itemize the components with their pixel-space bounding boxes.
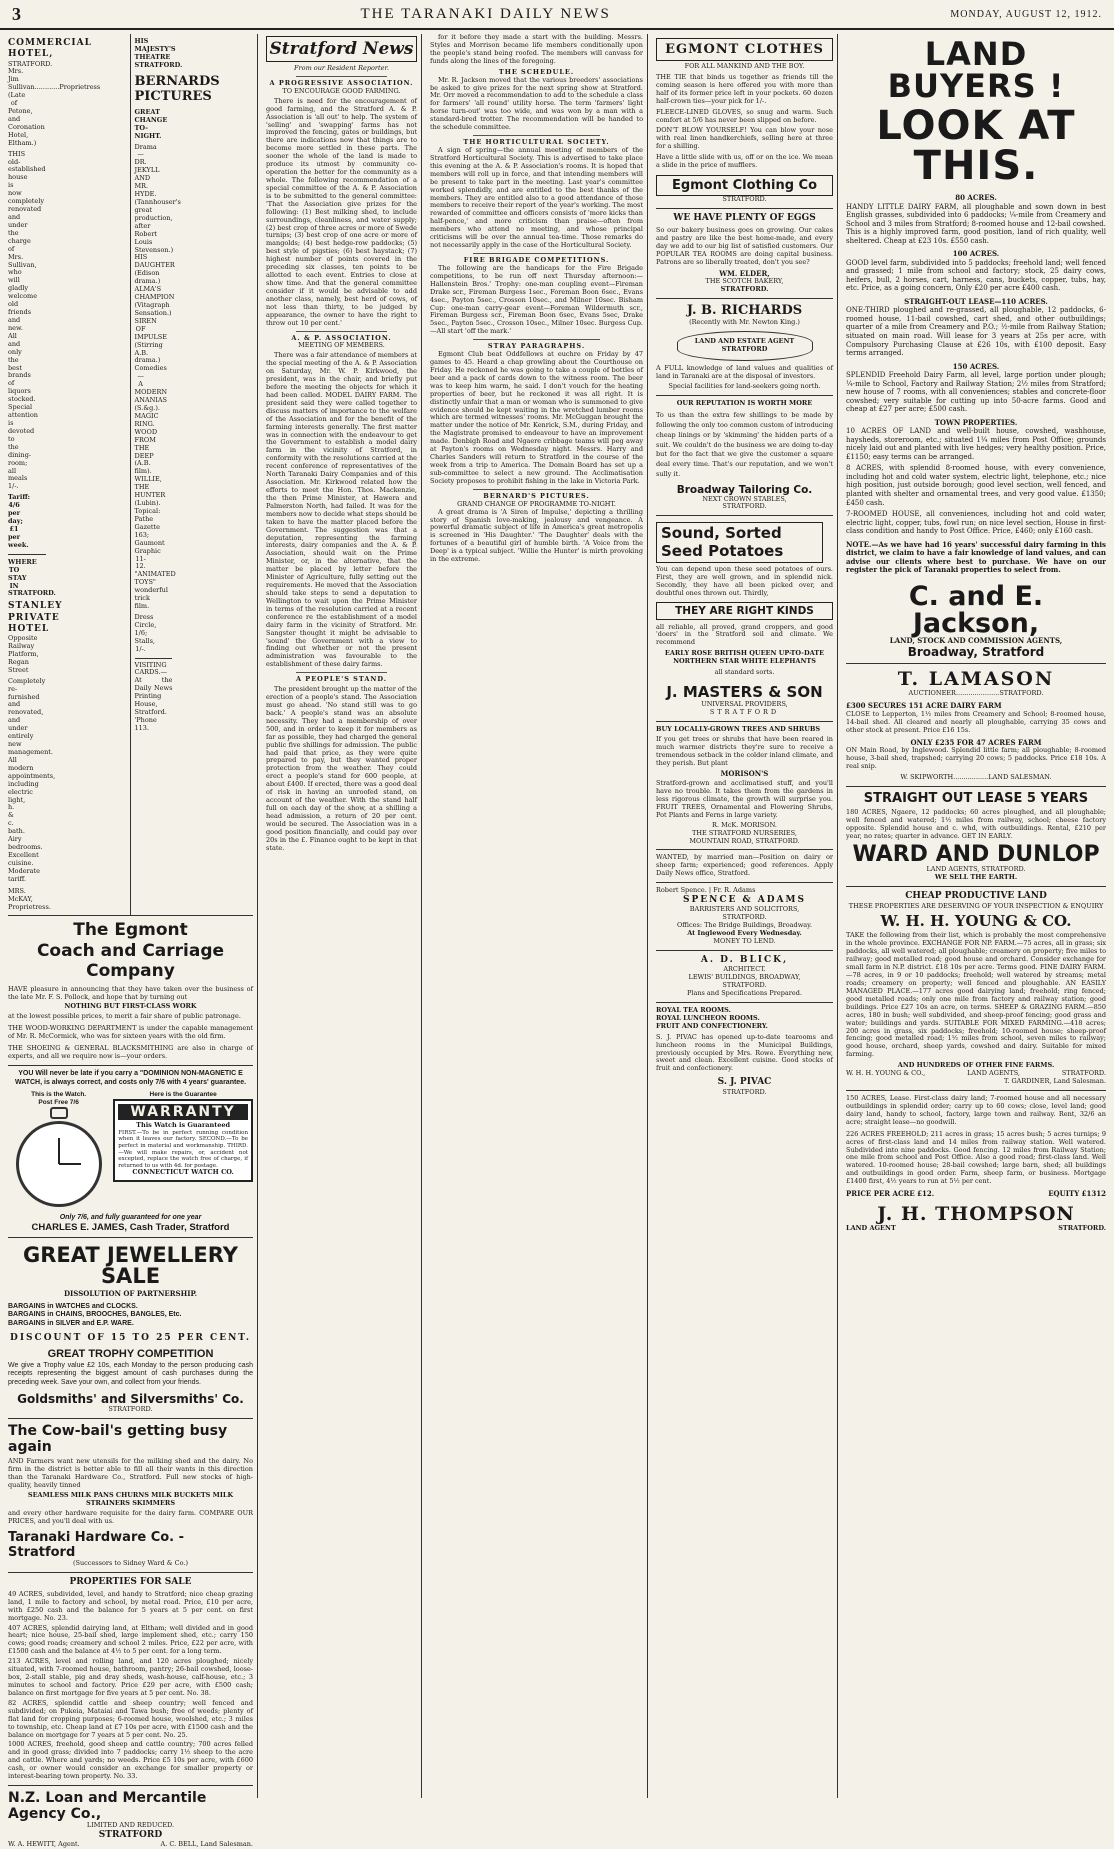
property-item: 49 ACRES, subdivided, level, and handy to Stratford; nice cheap grazing land, 1 mile to factory and school, by metal road. Price, £10 per acre, with £250 cash and the balance for 5 years at 5 per cent. on first mortgage. No. 23. (8, 1589, 253, 1622)
masters-sub: UNIVERSAL PROVIDERS, (701, 700, 788, 709)
sec3-head: A PEOPLE'S STAND. (296, 675, 387, 684)
young-sig-right: STRATFORD. (1061, 1069, 1106, 1078)
thompson-item1: 150 ACRES, Lease. First-class dairy land; 7-roomed house and all necessary outbuildings in splendid order; carry up to 60 cows; close, level land; good dairy land, handy to school, factory, large town and railway. Rent, 32/6 an acre; straight lease—no goodwill. (846, 1093, 1106, 1126)
lease-body: ONE-THIRD ploughed and re-grassed, all ploughable, 12 paddocks, 6-roomed house, 11-bail cowshed, cart shed, and other outbuildings; quarter of a mile from Creamery and P.O.; ½-mile from Railway Station; situated on main road. Will lease for 3 years at 25s per acre, with Compulsory Purchasing Clause at £26 10s, with £100 deposit. Easy terms arranged. (846, 306, 1106, 358)
jewellery-town: STRATFORD. (108, 1405, 153, 1414)
egmont-clothes-body1: THE TIE that binds us together as friends till the coming season is here offered you with more than half of its former price left in your pockets. 60 dozen half-crown ties—your pick for 1/-. (656, 72, 833, 105)
warranty-company: CONNECTICUT WATCH CO. (132, 1168, 234, 1177)
egmont-coach-body2: at the lowest possible prices, to merit a fair share of public patronage. (8, 1012, 241, 1021)
land-buyers-ad (846, 34, 1106, 664)
solicitors-town: STRATFORD. (722, 913, 767, 922)
column-1 (4, 34, 258, 1849)
young-sub: THESE PROPERTIES ARE DESERVING OF YOUR INSPECTION & ENQUIRY (848, 901, 1104, 910)
warranty-title: WARRANTY (118, 1104, 248, 1120)
land-buyers-note: NOTE.—As we have had 16 years' successful dairy farming in this district, we claim to have a fair knowledge of land values, and can advise our clients where best to purchase. We have on our register the pick of Taranaki properties to select from. (846, 539, 1106, 575)
thompson-ad (846, 1091, 1106, 1233)
architect-ad (656, 951, 833, 1003)
sec1-body: There is need for the encouragement of good farming, and the Stratford A. & P. Association is 'all out' to help. The system of 'selling' and 'swapping' farms has not improved the fencing, gates or buildings, but there are indications now that things are to become more settled in these parts. The sooner the whole of the land is made to produce its utmost by community co-operation the better for the community as a whole. The following recommendation of a special committee of the A. & P. Association is to be submitted to the general committee: 'That the Association give prizes for the following: (1) Best milking shed, to include surroundings, cleanliness, and water supply; (2) best crop of three acres or more of Swede turnips; (3) best crop of one acre or more of mangolds; (4) best hedge-row paddocks; (5) best style of pigsties; (6) best haystack; (7) highest number of points covered in the preceding six classes, ten points to be allotted to each event. Entries to close at show time. And that the general committee consider if it would be advisable to add another class, namely, best herd of cows, of not less than thirty, to be judged by appearance, the owner to have the right to throw out 10 per cent.' (266, 96, 417, 327)
land-agent-emblem (677, 331, 813, 361)
watch-crown-icon (50, 1107, 68, 1119)
masters-town: STRATFORD (709, 708, 780, 716)
egmont-coach-body1: HAVE pleasure in announcing that they have taken over the business of the late Mr. F. S. Pollock, and hope that by turning out (8, 984, 253, 1001)
lease-head: STRAIGHT-OUT LEASE—110 ACRES. (904, 296, 1048, 306)
bernard-pictures-head: BERNARD'S PICTURES. (483, 491, 590, 500)
architect-note: Plans and Specifications Prepared. (687, 989, 802, 997)
egmont-clothes-title: EGMONT CLOTHES (656, 38, 833, 61)
jewellery-discount: DISCOUNT OF 15 TO 25 PER CENT. (10, 1332, 251, 1343)
young-name: W. H. H. YOUNG & CO. (880, 912, 1072, 931)
acres100-body: GOOD level farm, subdivided into 5 paddocks; freehold land; well fenced and grassed; 1 mile from school and factory; stock, 25 dairy cows, heifers, bull, 2 horses, cart, harness, cans, buckets, copper, tubs, hay, etc. Price, as a going concern, Only £20 per acre £400 cash. (846, 258, 1106, 293)
stray-paragraphs-head: STRAY PARAGRAPHS. (487, 342, 586, 351)
bernard-pictures-sub: GRAND CHANGE OF PROGRAMME TO-NIGHT. (457, 499, 616, 508)
egmont-clothes-body2: FLEECE-LINED GLOVES, so snug and warm. Such comfort at 5/6 has never been slipped on before. (656, 107, 833, 124)
young-salesman: T. GARDINER, Land Salesman. (1003, 1077, 1106, 1086)
richards-badge: LAND AND ESTATE AGENT STRATFORD (694, 336, 795, 353)
ward-dunlop-ad (846, 787, 1106, 888)
watch-ad-top: YOU Will never be late if you carry a "DOMINION NON-MAGNETIC E WATCH, is always correct, and costs only 7/6 with 4 years' guarantee. (14, 1069, 247, 1086)
stanley-address: Opposite Railway Platform, Regan Street (8, 634, 39, 674)
richards-ad (656, 299, 833, 396)
stratford-news-byline: From our Resident Reporter. (294, 64, 389, 72)
elder-bakery-ad (656, 209, 833, 299)
theatre-heading: HIS MAJESTY'S THEATRE STRATFORD. (134, 37, 183, 69)
cowbail-ad (8, 1419, 253, 1572)
sec3-body: The president brought up the matter of the erection of a people's stand. The Association must go ahead. 'No stand still was to go back.' A people's stand was an absolute necessity. They had a membership of over 500, and in order to keep it for members as far as possible, they had charged the general public five shillings for admission. The public had paid that price, as they were quite prepared to pay, but they wanted proper protection from the weather. They could erect a people's stand for 600 people, at about £400. If erected, there was a good deal of risk in having an unroofed stand, on account of the weather. With the stand half full on each day of the show, at a shilling a head admission, a return of 20 per cent. would be secured. The Association was in a good position financially, and could pay over 20s in the £. Finance ought to be kept in that state. (266, 685, 417, 852)
watch-footer2: CHARLES E. JAMES, Cash Trader, Stratford (31, 1222, 230, 1234)
morison-name: MORISON'S (720, 768, 769, 778)
jewellery-sub: DISSOLUTION OF PARTNERSHIP. (63, 1289, 198, 1299)
pivac-item: ROYAL LUNCHEON ROOMS. (656, 1013, 760, 1022)
properties-heading: PROPERTIES FOR SALE (69, 1576, 192, 1587)
sec1-sub: TO ENCOURAGE GOOD FARMING. (282, 86, 401, 95)
commercial-hotel-name: COMMERCIAL HOTEL, (8, 38, 92, 60)
hotel-ads (8, 34, 131, 915)
warranty-card (113, 1099, 253, 1182)
pivac-ad (656, 1003, 833, 1097)
pivac-item: FRUIT AND CONFECTIONERY. (656, 1021, 768, 1030)
egmont-clothing-town: STRATFORD. (722, 195, 767, 204)
elder-title: WE HAVE PLENTY OF EGGS (673, 212, 816, 223)
sec2-sub: MEETING OF MEMBERS. (298, 341, 385, 350)
theatre-name: BERNARDS PICTURES (134, 73, 220, 105)
morison-addr: MOUNTAIN ROAD, STRATFORD. (689, 836, 800, 845)
morison-nursery: THE STRATFORD NURSERIES, (692, 828, 797, 837)
potatoes-title2: Seed Potatoes (661, 541, 784, 560)
cowbail-body: AND Farmers want new utensils for the milking shed and the dairy. No firm in the district is better able to fill all their wants in this direction than the Taranaki Hardware Co., Stratford. Full new stocks of high-quality, heavily tinned (8, 1457, 253, 1490)
young-sig-left: W. H. H. YOUNG & CO., (846, 1069, 926, 1078)
commercial-hotel-late: (Late of Petone, and Coronation Hotel, Eltham.) (8, 91, 45, 147)
architect-addr: LEWIS' BUILDINGS, BROADWAY, (688, 973, 801, 982)
architect-town: STRATFORD. (722, 981, 767, 990)
col3-continuation: for it before they made a start with the building. Messrs. Styles and Morrison became life members conditionally upon the people's stand being roofed. The members will canvass for funds along the lines of the foregoing. (430, 33, 643, 65)
masters-company: J. MASTERS & SON (666, 683, 823, 702)
wanted-ad (656, 850, 833, 883)
solicitors-title: SPENCE & ADAMS (682, 895, 806, 906)
theatre-change: GREAT CHANGE TO-NIGHT. (134, 107, 168, 140)
solicitors-ingle: At Inglewood Every Wednesday. (687, 929, 802, 938)
land-buyers-line1: LAND BUYERS ! (887, 35, 1065, 105)
sec2-head: A. & P. ASSOCIATION. (291, 333, 392, 342)
theatre-programme: Drama— DR. JEKYLL AND MR. HYDE. (Tannhouser's great production, after Robert Louis Stevenson.) HIS DAUGHTER (Edison drama.) ALMA'S CHAMPION (Vitagraph Sensation.) SIREN OF IMPULSE (Stirring A.B. drama.) Comedies— A MODERN ANANIAS (S.&g.). MAGIC RING. WOOD FROM THE DEEP (A.B. film). WILLIE, THE HUNTER (Lubin). Topical: Pathe Gazette 163; Gaumont Graphic 11-12. "ANIMATED TOYS" wonderful trick film. (134, 142, 181, 611)
jackson-company: C. and E. Jackson, (908, 580, 1044, 639)
fire-brigade-body: The following are the handicaps for the Fire Brigade competitions, to be run off next Thursday afternoon:— Hallenstein Bros.' Trophy: one-man coupling event—Fireman Drake scr., Fireman Burgess 1sec., Foreman Boon 6sec., Evans 4sec., Payton 5sec., Crosson 10sec., and Milner 10sec. Bisham Cup: one-man carry-gear event—Foreman Wildermuth scr., Fireman Burgess scr., Fireman Boon 6sec, Evans 5sec, Drake 5sec., Payton 5sec., Crosson 10sec., Milner 10sec. Burgess Cup.—All start 'off the mark.' (430, 263, 643, 336)
acres80-head: 80 ACRES. (955, 193, 997, 202)
newspaper-title: THE TARANAKI DAILY NEWS (360, 5, 611, 22)
cowbail-title: The Cow-bail's getting busy again (8, 1423, 228, 1456)
watch-label3: Here is the Guarantee (149, 1091, 217, 1099)
stanley-heading: WHERE TO STAY IN STRATFORD. (8, 557, 56, 598)
elder-town: STRATFORD. (720, 285, 769, 294)
masthead (0, 0, 1114, 30)
town-property-3: 7-ROOMED HOUSE, all conveniences, including hot and cold water, electric light, copper, tubs, fowl run; on nice level section, House in first-class condition and handy to Post Office. Price, £460; only £160 cash. (846, 510, 1106, 536)
tailoring-town: STRATFORD. (722, 502, 767, 511)
lamason-price1: £300 SECURES 151 ACRE DAIRY FARM (846, 701, 1002, 711)
nz-loan-title: N.Z. Loan and Mercantile Agency Co., (8, 1790, 207, 1823)
bernard-pictures-body: A great drama is 'A Siren of Impulse,' depicting a thrilling story of Spanish love-making, jealousy and vengeance. A powerful dramatic subject of life in America's great metropolis is screened in 'His Daughter.' 'The Daughter' deals with the fortunes of a beautiful girl of humble birth. 'A Voice from the Deep' is a typical subject. 'Willie the Hunter' is mirth provoking in the extreme. (430, 507, 643, 564)
property-item: 1000 ACRES, freehold, good sheep and cattle country; 700 acres felled and in good grass; divided into 7 paddocks; carry 1½ sheep to the acre and cattle. Where and yards; no weeds. Price £5 10s per acre, with £600 cash, or owner would consider an exchange for smaller property or interest-bearing town property. No. 33. (8, 1740, 253, 1781)
issue-date: MONDAY, AUGUST 12, 1912. (950, 8, 1102, 20)
pivac-body: S. J. PIVAC has opened up-to-date tearooms and luncheon rooms in the Municipal Buildings, previously occupied by Mrs. Rowe. Everything new, sweet and clean. Excellent cuisine. Good stocks of fruit and confectionery. (656, 1032, 833, 1073)
tailoring-addr: NEXT CROWN STABLES, (702, 494, 787, 503)
property-item: 407 ACRES, splendid dairying land, at Eltham; well divided and in good heart; nice house, 25-bail shed, large implement shed, etc.; carry 150 cows; good roads; creamery and school 2 miles. Price, £22 per acre, with £1500 cash and the balance at 4½ to 5 per cent. for a long term. (8, 1623, 253, 1656)
young-ad (846, 887, 1106, 1091)
jewellery-line1: BARGAINS in WATCHES and CLOCKS. (8, 1302, 138, 1310)
theatre-prices: Dress Circle, 1/6; Stalls, 1/-. (134, 612, 157, 653)
tailoring-head: OUR REPUTATION IS WORTH MORE (676, 399, 813, 408)
richards-name: J. B. RICHARDS (686, 303, 803, 319)
commercial-hotel-proprietor: Mrs. Jim Sullivan............Proprietress (8, 67, 101, 92)
solicitors-sub: BARRISTERS AND SOLICITORS, (689, 905, 800, 914)
architect-name: A. D. BLICK, (700, 954, 789, 965)
solicitors-money: MONEY TO LEND. (713, 937, 776, 946)
stanley-proprietors: MRS. McKAY, Proprietress. (8, 886, 51, 911)
stanley-body: Completely re-furnished and renovated, and under entirely new management. All modern appointments, including electric light, h. & c. bath. Airy bedrooms. Excellent cuisine. Moderate tariff. (8, 676, 56, 883)
nz-loan-agent: W. A. HEWITT, Agent. (8, 1840, 80, 1849)
schedule-head: THE SCHEDULE. (498, 67, 575, 76)
potatoes-title1: Sound, Sorted (661, 524, 782, 543)
ward-dunlop-head: STRAIGHT OUT LEASE 5 YEARS (863, 790, 1089, 806)
stanley-name: STANLEY PRIVATE HOTEL (8, 601, 63, 634)
morison-ad (656, 722, 833, 851)
wanted-text: WANTED, by married man—Position on dairy or sheep farm; experienced; good references. Apply Daily News office, Stratford. (656, 853, 833, 878)
watch-ad (8, 1066, 253, 1238)
stray-paragraphs-body: Egmont Club beat Oddfellows at euchre on Friday by 47 games to 45. Heard a chap growling about the Courthouse on Friday. He reckoned he was going to take a couple of bottles of beer and a pack of cards down to the witness room. The beer was to keep him warm, he said. I don't vouch for the heating properties of beer, but he reckoned it was all right. It is distinctly unfair that a man or woman who is summoned to give evidence should be kept waiting in the wretched lumber rooms which are termed witnesses' rooms. Mr. McGuggan brought the matter under the notice of Mr. Kenrick, S.M., during Friday, and the Magistrate promised to endeavour to have an improvement made. Denbigh Road and Ngaere cribbage teams will peg away at Payton's rooms on Wednesday night. Messrs. Harry and Charles Sanders will return to Stratford in the course of the week from a trip to America. The Domain Board has set up a sub-committee to select a new ground. The Acclimatisation Society proposes to prohibit fishing in the lake in Victoria Park. (430, 350, 643, 485)
ward-dunlop-body: 180 ACRES, Ngaere, 12 paddocks; 60 acres ploughed, and all ploughable; well fenced and watered; 1½ miles from railway, school; cheese factory opposite. Splendid house and c. whd, with outbuildings. Rental, £210 per year, no rates; quarter in advance. GET IN EARLY. (846, 807, 1106, 840)
watch-label2: Post Free 7/6 (38, 1098, 79, 1106)
jewellery-line2: BARGAINS in CHAINS, BROOCHES, BANGLES, Etc. (8, 1311, 182, 1319)
potatoes-body: You can depend upon these seed potatoes of ours. First, they are well grown, and in splendid nick. Secondly, they have all been picked over, and doubtful ones thrown out. Thirdly, (656, 564, 833, 597)
potatoes-kinds: THEY ARE RIGHT KINDS (656, 602, 833, 620)
horticultural-head: THE HORTICULTURAL SOCIETY. (463, 138, 610, 147)
lamason-body2: ON Main Road, by Inglewood. Splendid little farm; all ploughable; 8-roomed house, 3-bail shed, trapshed; carrying 20 cows; 5 paddocks. Price £18 10s. A real snip. (846, 746, 1106, 770)
commercial-hotel-tariff: Tariff: 4/6 per day; £1 per week. (8, 493, 31, 549)
sec1-head: A PROGRESSIVE ASSOCIATION. (269, 78, 414, 87)
jewellery-title: GREAT JEWELLERY SALE (22, 1243, 238, 1289)
property-item: 213 ACRES, level and rolling land, and 120 acres ploughed; nicely situated, with 7-roomed house, bathroom, pantry; 26-bail cowshed, loose-box, 2-stall stable, pig and dray sheds, wash-house, calf-house, etc.; 3 minutes to school and factory. Price £29 per acre, with £500 cash; balance on first mortgage for five years at 5 per cent. No. 38. (8, 1657, 253, 1697)
acres80-body: HANDY LITTLE DAIRY FARM, all ploughable and sown down in best English grasses, subdivided into 6 paddocks; ¼-mile from Creamery and School and 3 miles from Stratford; 8-roomed house and 12-bail cowshed. This is a highly improved farm, good position, land of rich quality, well sheltered. Cheap at £23 10s. £550 cash. (846, 202, 1106, 245)
egmont-clothes-sub: FOR ALL MANKIND AND THE BOY. (684, 62, 805, 70)
jewellery-ad (8, 1238, 253, 1419)
thompson-agent: LAND AGENT (846, 1223, 896, 1232)
column-5 (842, 34, 1110, 1798)
egmont-coach-emph: NOTHING BUT FIRST-CLASS WORK (64, 1002, 197, 1011)
egmont-coach-body4: THE SHOEING & GENERAL BLACKSMITHING are also in charge of experts, and all we require now is—your orders. (8, 1044, 253, 1061)
ward-dunlop-sub: LAND AGENTS, STRATFORD. (926, 865, 1026, 874)
pocket-watch-icon (16, 1121, 102, 1207)
potatoes-body2: all reliable, all proved, grand croppers, and good 'doers' in the Stratford soil and climate. We recommend (656, 622, 833, 647)
commercial-hotel-body: THIS old-established house is now completely renovated and under the charge of Mrs. Sullivan, who will gladly welcome old friends and new. All and only the best brands of liquors stocked. Special attention is devoted to the dining-room; all meals 1/-. (8, 149, 46, 491)
jackson-addr: Broadway, Stratford (907, 645, 1045, 660)
thompson-item2: 226 ACRES FREEHOLD; 211 acres in grass; 15 acres bush; 5 acres turnips; 9 acres of first-class land and 14 miles from railway station. Well watered. Subdivided into nine paddocks. Good fencing. 12 miles from Railway Station; one mile from school and Post Office. Also a good road; first-class land. Well watered. 10-roomed house; 28-bail cowshed; large barn, shed; all buildings and outbuildings in good order. Farm, sheep farm, or business. Mortgage £1400 first, 4½ years to run at 5½ per cent. (846, 1129, 1106, 1186)
nz-loan-ad (8, 1786, 253, 1849)
egmont-clothes-body4: Have a little slide with us, off or on the ice. We mean a slide in the price of mufflers. (656, 153, 833, 170)
young-head: CHEAP PRODUCTIVE LAND (905, 891, 1047, 902)
solicitors-ad (656, 883, 833, 951)
schedule-body: Mr. R. Jackson moved that the various breeders' associations be asked to give prizes for the next spring show at Stratford. Mr. Orr moved a recommendation to add to the schedule a class for farmers' 'all round' utility horse. The term 'farmers' light horse turn-out' was too wide, and was won by a man with a standard-bred trotter. The recommendation will be handed to the schedule committee. (430, 75, 643, 132)
tailoring-company: Broadway Tailoring Co. (676, 483, 813, 496)
egmont-clothes-ad (656, 34, 833, 209)
commercial-hotel-town: STRATFORD. (8, 59, 53, 68)
lamason-agent: W. SKIPWORTH.................LAND SALESMAN. (900, 772, 1052, 781)
tailoring-ad (656, 396, 833, 516)
warranty-body: FIRST.—To be in perfect running condition when it leaves our factory. SECOND.—To be perfect in material and workmanship. THIRD.—We will make repairs, or, accident not excepted, replace the watch free of charge, if returned to us with 4d. for postage. (118, 1129, 248, 1169)
land-buyers-line2: LOOK AT THIS. (876, 103, 1076, 189)
young-more: AND HUNDREDS OF OTHER FINE FARMS. (897, 1061, 1055, 1070)
nz-loan-sub: LIMITED AND REDUCED. (86, 1821, 175, 1830)
thompson-equity: EQUITY £1312 (1048, 1189, 1106, 1199)
tailoring-body: To us than the extra few shillings to be made by following the only too common custom of introducing cheap linings or by 'skimming' the hidden parts of a suit. We couldn't do the business we are doing to-day but for the fact that we give the customer a square deal every time. That's our reputation, and we won't sully it. (656, 411, 833, 478)
pivac-name: S. J. PIVAC (717, 1077, 772, 1088)
page-number: 3 (12, 3, 21, 24)
egmont-coach-line2: Coach and Carriage Company (36, 940, 225, 982)
town-properties-head: TOWN PROPERTIES. (934, 417, 1018, 427)
column-2 (262, 34, 422, 1798)
acres100-head: 100 ACRES. (952, 249, 1000, 259)
lamason-body1: CLOSE to Lepperton, 1½ miles from Creamery and School; 8-roomed house, 14-bail shed. All cleared and nearly all ploughable, carrying 35 cows and other stock at present. Price £16 15s. (846, 709, 1106, 734)
elder-shop: THE SCOTCH BAKERY, (705, 277, 784, 286)
fire-brigade-head: FIRE BRIGADE COMPETITIONS. (463, 255, 610, 264)
horticultural-body: A sign of spring—the annual meeting of members of the Stratford Horticultural Society. This is advertised to take place this evening at the A. & P. Association's rooms. It is hoped that members will roll up in force, and that intending members will be present to take part in the meeting. Last year's committee worked splendidly, and are entitled to the best thanks of the members. They are entitled also to a good attendance of those members to receive their report of the year's working. The most rewarded of committee and officers consists of 'more kicks than half-pence,' and more criticism than praise—often from members who attend no meeting, and whose principal criticisms will be over the annual tea-time. Those remarks do not necessarily apply in the case of the Horticultural Society. (430, 145, 643, 250)
thompson-name: J. H. THOMPSON (877, 1202, 1075, 1225)
column-4 (652, 34, 838, 1798)
morison-body2: Stratford-grown and acclimatised stuff, and you'll have no trouble. It takes them from the gardens in less rigorous climate, the growth will surprise you. FRUIT TREES, Ornamental and Flowering Shrubs, Pot Plants and Ferns in large variety. (656, 779, 833, 819)
warranty-sub: This Watch is Guaranteed (136, 1120, 231, 1129)
architect-title: ARCHITECT. (723, 965, 766, 974)
potatoes-varieties: EARLY ROSE BRITISH QUEEN UP-TO-DATE NORTHERN STAR WHITE ELEPHANTS (664, 649, 825, 666)
morison-body: If you get trees or shrubs that have been reared in much warmer districts they're sure to receive a tremendous setback in the colder inland climate, and they perish. But plant (656, 734, 833, 767)
cowbail-body2: and every other hardware requisite for the dairy farm. COMPARE OUR PRICES, and you'll deal with us. (8, 1508, 253, 1525)
cowbail-successor: (Successors to Sidney Ward & Co.) (72, 1558, 188, 1567)
trophy-heading: GREAT TROPHY COMPETITION (47, 1347, 214, 1360)
lamason-name: T. LAMASON (897, 668, 1055, 691)
egmont-clothing-company: Egmont Clothing Co (656, 175, 833, 196)
theatre-ad (135, 34, 254, 915)
potatoes-ad (656, 516, 833, 722)
potatoes-note: all standard sorts. (714, 668, 775, 677)
young-body: TAKE the following from their list, which is probably the most comprehensive in the whole province. EXCHANGE FOR NP. FARM.—75 acres, all in grass; six paddocks, all well watered; all ploughable; creamery on property; five miles to railway; good metalled road; good house and orchard. Consider exchange for small farm in N.P. district. £18 10s per acre. Terms good. FINE DAIRY FARM.—78 acres, in 9 or 10 paddocks; freehold; well watered by streams; metal roads; creamery on property; well fenced and ploughable. AN EASILY MANAGED PLACE.—177 acres good dairying land; freehold; ring fenced; good metalled roads; only one mile from factory and railway station; good buildings. Price £27 10s an acre, on terms. SHEEP & GRAZING FARM.—850 acres, 180 in bush; well subdivided, and sheep-proof fencing; good grass and water; buildings and yards. SUITABLE FOR MIXED FARMING.—418 acres; 200 acres in grass, six paddocks; freehold; 10-roomed house; sheep-proof fencing; good metalled road; 1½ miles from school, seven miles to railway; good house, orchard, sheep yards, cowshed and dairy. Suitable for mixed farming. (846, 931, 1106, 1059)
egmont-coach-line1: The Egmont (73, 920, 188, 941)
visiting-cards: VISITING CARDS.—At the Daily News Printing House, Stratford. 'Phone 113. (134, 660, 173, 732)
morison-sig: R. McK. MORISON. (712, 820, 777, 829)
solicitors-offices: Offices: The Bridge Buildings, Broadway. (676, 921, 813, 930)
nz-loan-salesman: A. C. BELL, Land Salesman. (160, 1840, 253, 1849)
jewellery-line3: BARGAINS in SILVER and E.P. WARE. (8, 1320, 134, 1328)
acres150-body: SPLENDID Freehold Dairy Farm, all level, large portion under plough; ¼-mile to School, Factory and Railway Station; 2½ miles from Stratford; new house of 7 rooms, with all conveniences; stables and concrete-floor cowshed; very suitable for cutting up into 50-acre farms. Good and cheap at £27 per acre; £500 cash. (846, 371, 1106, 414)
young-sig-mid: LAND AGENTS, (967, 1069, 1020, 1078)
richards-body: A FULL knowledge of land values and qualities of land in Taranaki are at the disposal of investors. (656, 363, 833, 380)
jewellery-company: Goldsmiths' and Silversmiths' Co. (17, 1392, 244, 1407)
elder-name: WM. ELDER, (719, 268, 770, 278)
cowbail-company: Taranaki Hardware Co. - Stratford (8, 1529, 185, 1560)
stratford-news-title: Stratford News (266, 36, 417, 62)
sec2-body: There was a fair attendance of members at the special meeting of the A. & P. Association on Saturday, Mr. W. P. Kirkwood, the president, was in the chair, and briefly put before the meeting the objects for which it had been called. MODEL DAIRY FARM. The president said they were called together to discuss matters of importance to the welfare of the Association and for the benefit of the farming interests generally. The first matter was in connection with the endeavour to get the Government to establish a model dairy farm in the vicinity of Stratford, in conformity with the resolutions carried at the recent conference of representatives of the North Taranaki Dairy Companies and of this Association. Mr. Kirkwood related how the efforts to meet the Hon. Thos. Mackenzie, the then Prime Minister, at Hawera and Palmerston North, had failed. It was for the members now to decide what steps should be taken to have the matter placed before the Government. The suggestion was that a deputation, representing the farming interests, dairy companies and the A. & P. Association, should wait on the Prime Minister, or, in the alternative, that the matter be placed by letter before the Minister of Agriculture, fully setting out the requirements. He moved that the Association should take steps to send a deputation to Wellington to wait upon the Prime Minister in terms of the resolution carried at a recent conference re the establishment of a model dairy farm in the vicinity of Stratford. Mr. Sangster thought it might be advisable to 'sound' the Government with a view to finding out whether or not the present administration was favourable to the establishment of these dairy farms. (266, 351, 417, 669)
morison-head: BUY LOCALLY-GROWN TREES AND SHRUBS (656, 724, 821, 733)
watch-label1: This is the Watch. (31, 1091, 87, 1099)
ward-dunlop-motto: WE SELL THE EARTH. (934, 873, 1018, 882)
cowbail-items: SEAMLESS MILK PANS CHURNS MILK BUCKETS MILK STRAINERS SKIMMERS (27, 1491, 234, 1507)
egmont-coach-ad (8, 916, 253, 1066)
lamason-ad (846, 664, 1106, 786)
thompson-town: STRATFORD. (1058, 1223, 1106, 1232)
lamason-sub: AUCTIONEER.....................STRATFORD. (908, 689, 1044, 698)
property-item: 82 ACRES, splendid cattle and sheep country; well fenced and subdivided; on Pukeia, Mataiai and Tawa bush; free of weeds; plenty of flat land for cropping purposes; 6-roomed house, woolshed, etc.; 3 miles to township, etc. Cheap land at £7 10s per acre, with £1500 cash and the balance on mortgage for 7 years at 5 per cent. No. 25. (8, 1698, 253, 1739)
egmont-clothes-body3: DON'T BLOW YOURSELF! You can blow your nose with real linen handkerchiefs, selling here at three for a shilling. (656, 126, 833, 151)
town-property-1: 10 ACRES OF LAND and well-built house, cowshed, washhouse, haysheds, storeroom, etc.; situated 1¼ miles from Post Office; grounds nicely laid out and planted with live hedges; very healthy position. Price, £1150; easy terms can be arranged. (846, 427, 1106, 461)
trophy-body: We give a Trophy value £2 10s, each Monday to the person producing cash receipts representing the biggest amount of cash purchases during the preceding week. Save your own, and collect from your friends. (8, 1361, 253, 1386)
town-property-2: 8 ACRES, with splendid 8-roomed house, with every convenience, including hot and cold water system, electric light, telephone, etc.; nice high position, just outside borough; good level section, well fenced, and planted with shelter and ornamental trees, and very good value. £1350; £450 cash. (846, 464, 1106, 507)
column-3 (426, 34, 648, 1798)
watch-footer1: Only 7/6, and fully guaranteed for one year (59, 1213, 202, 1221)
egmont-coach-body3: THE WOOD-WORKING DEPARTMENT is under the capable management of Mr. R. McCormick, who was for sixteen years with the old firm. (8, 1024, 253, 1041)
lamason-price2: ONLY £235 FOR 47 ACRES FARM (910, 737, 1042, 747)
pivac-town: STRATFORD. (722, 1087, 767, 1096)
richards-sub: (Recently with Mr. Newton King.) (689, 317, 800, 326)
jackson-sub: LAND, STOCK AND COMMISSION AGENTS, (889, 635, 1063, 645)
acres150-head: 150 ACRES. (952, 361, 1000, 371)
elder-body: So our bakery business goes on growing. Our cakes and pastry are like the best home-made, and every day we add to our big list of satisfied customers. Our POPULAR TEA ROOMS are doing capital business. Patrons are so liberally treated, don't you see? (656, 226, 833, 266)
ward-dunlop-name: WARD AND DUNLOP (852, 842, 1100, 868)
richards-note: Special facilities for land-seekers going north. (668, 382, 821, 391)
solicitors-left: Robert Spence. | Fr. R. Adams (656, 886, 756, 895)
properties-sale (8, 1573, 253, 1786)
pivac-item: ROYAL TEA ROOMS. (656, 1005, 731, 1014)
thompson-price: PRICE PER ACRE £12. (846, 1189, 935, 1199)
nz-loan-town: STRATFORD (98, 1829, 163, 1840)
